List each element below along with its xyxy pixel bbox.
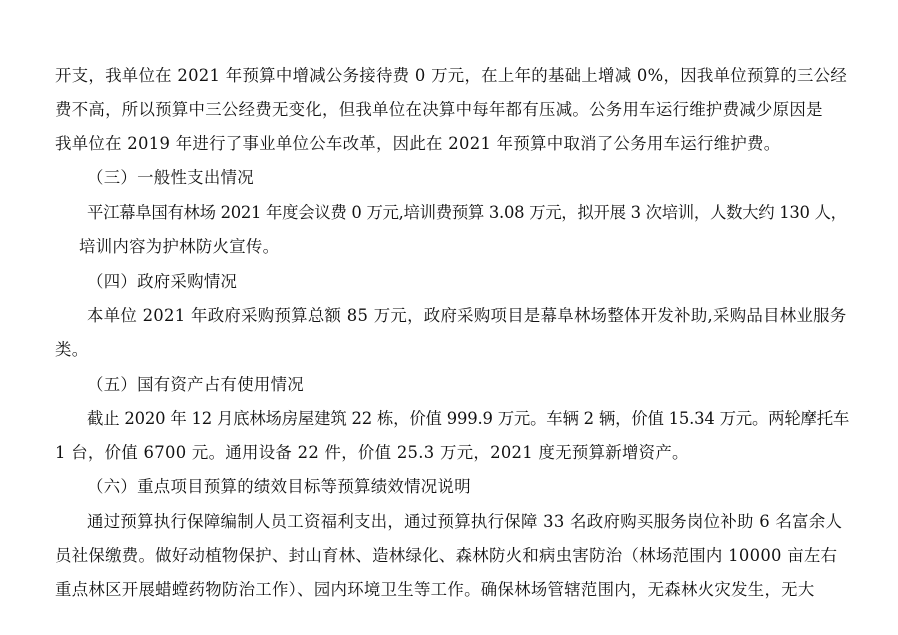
section-3-line-2: 培训内容为护林防火宣传。: [79, 237, 280, 256]
paragraph-1-line-3: 我单位在 2019 年进行了事业单位公车改革，因此在 2021 年预算中取消了公务用车运行维护费。: [55, 134, 781, 153]
section-5-line-1: 截止 2020 年 12 月底林场房屋建筑 22 栋，价值 999.9 万元。车辆 2 辆，价值 15.34 万元。两轮摩托车: [87, 409, 850, 428]
section-3-line-1: 平江幕阜国有林场 2021 年度会议费 0 万元,培训费预算 3.08 万元，拟开展 3 次培训，人数大约 130 人，: [87, 203, 847, 222]
paragraph-1-line-2: 费不高，所以预算中三公经费无变化，但我单位在决算中每年都有压减。公务用车运行维护费减少原因是: [55, 100, 823, 119]
section-6-line-2: 员社保缴费。做好动植物保护、封山育林、造林绿化、森林防火和病虫害防治（林场范围内 10000 亩左右: [55, 546, 838, 565]
section-4-line-2: 类。: [55, 340, 89, 359]
section-4-line-1: 本单位 2021 年政府采购预算总额 85 万元，政府采购项目是幕阜林场整体开发补助,采购品目林业服务: [87, 306, 847, 325]
section-6-line-1: 通过预算执行保障编制人员工资福利支出，通过预算执行保障 33 名政府购买服务岗位补助 6 名富余人: [87, 512, 843, 531]
section-6-line-3: 重点林区开展蜡螳药物防治工作）、园内环境卫生等工作。确保林场管辖范围内，无森林火灾发生，无大: [55, 580, 815, 599]
section-5-heading: （五）国有资产占有使用情况: [87, 375, 304, 394]
paragraph-1-line-1: 开支，我单位在 2021 年预算中增减公务接待费 0 万元，在上年的基础上增减 0%，因我单位预算的三公经: [55, 66, 848, 85]
section-4-heading: （四）政府采购情况: [87, 272, 238, 291]
section-6-heading: （六）重点项目预算的绩效目标等预算绩效情况说明: [87, 477, 471, 496]
section-5-line-2: 1 台，价值 6700 元。通用设备 22 件，价值 25.3 万元，2021 度无预算新增资产。: [55, 443, 689, 462]
section-3-heading: （三）一般性支出情况: [87, 168, 254, 187]
